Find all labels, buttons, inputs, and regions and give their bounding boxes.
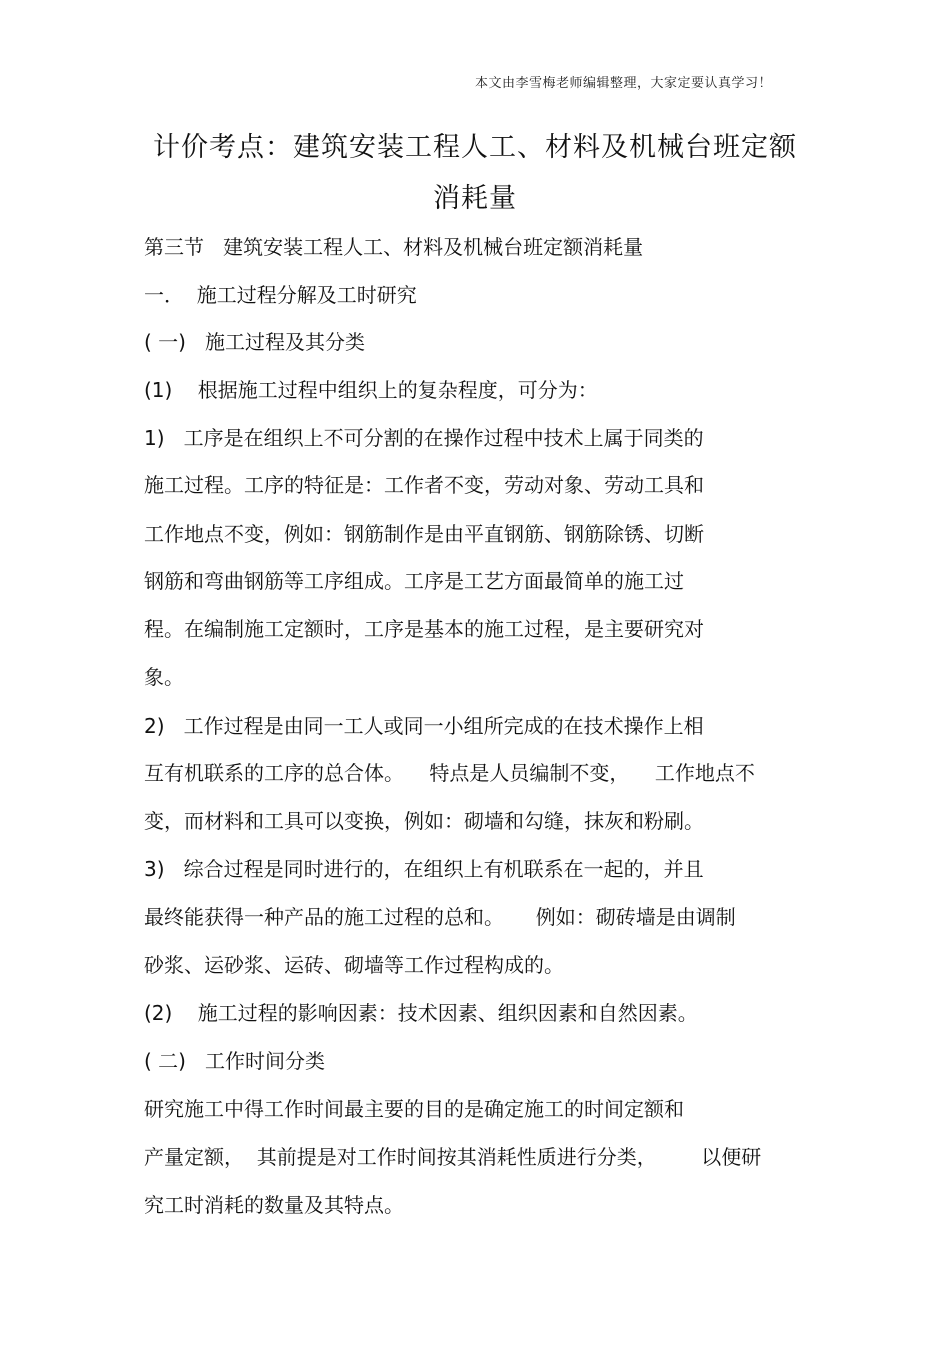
paragraph-line: 2) 工作过程是由同一工人或同一小组所完成的在技术操作上相: [144, 714, 704, 738]
paragraph-line: 工作地点不变，例如：钢筋制作是由平直钢筋、钢筋除锈、切断: [144, 522, 704, 546]
paragraph-line: 究工时消耗的数量及其特点。: [144, 1193, 404, 1217]
subsection-heading: ( 一) 施工过程及其分类: [144, 330, 366, 354]
paragraph-line: (1) 根据施工过程中组织上的复杂程度，可分为：: [144, 378, 598, 402]
document-title-line-2: 消耗量: [433, 183, 517, 214]
paragraph-line: 1) 工序是在组织上不可分割的在操作过程中技术上属于同类的: [144, 426, 704, 450]
paragraph-line: 程。在编制施工定额时，工序是基本的施工过程，是主要研究对: [144, 617, 704, 641]
paragraph-line: 产量定额， 其前提是对工作时间按其消耗性质进行分类， 以便研: [144, 1145, 762, 1169]
paragraph-line: (2) 施工过程的影响因素：技术因素、组织因素和自然因素。: [144, 1001, 698, 1025]
paragraph-line: 最终能获得一种产品的施工过程的总和。 例如：砌砖墙是由调制: [144, 905, 736, 929]
paragraph-line: 研究施工中得工作时间最主要的目的是确定施工的时间定额和: [144, 1097, 684, 1121]
paragraph-line: 变，而材料和工具可以变换，例如：砌墙和勾缝，抹灰和粉刷。: [144, 809, 704, 833]
paragraph-line: 砂浆、运砂浆、运砖、砌墙等工作过程构成的。: [144, 953, 564, 977]
subsection-heading: 一． 施工过程分解及工时研究: [144, 283, 417, 307]
paragraph-line: 钢筋和弯曲钢筋等工序组成。工序是工艺方面最简单的施工过: [144, 569, 684, 593]
document-title-line-1: 计价考点：建筑安装工程人工、材料及机械台班定额: [153, 132, 797, 163]
paragraph-line: 施工过程。工序的特征是：工作者不变，劳动对象、劳动工具和: [144, 473, 704, 497]
section-heading: 第三节 建筑安装工程人工、材料及机械台班定额消耗量: [144, 235, 644, 259]
header-note: 本文由李雪梅老师编辑整理，大家定要认真学习！: [474, 76, 772, 91]
paragraph-line: 3) 综合过程是同时进行的，在组织上有机联系在一起的，并且: [144, 857, 704, 881]
paragraph-line: 互有机联系的工序的总合体。 特点是人员编制不变， 工作地点不: [144, 761, 755, 785]
subsection-heading: ( 二) 工作时间分类: [144, 1049, 326, 1073]
paragraph-line: 象。: [144, 665, 184, 689]
